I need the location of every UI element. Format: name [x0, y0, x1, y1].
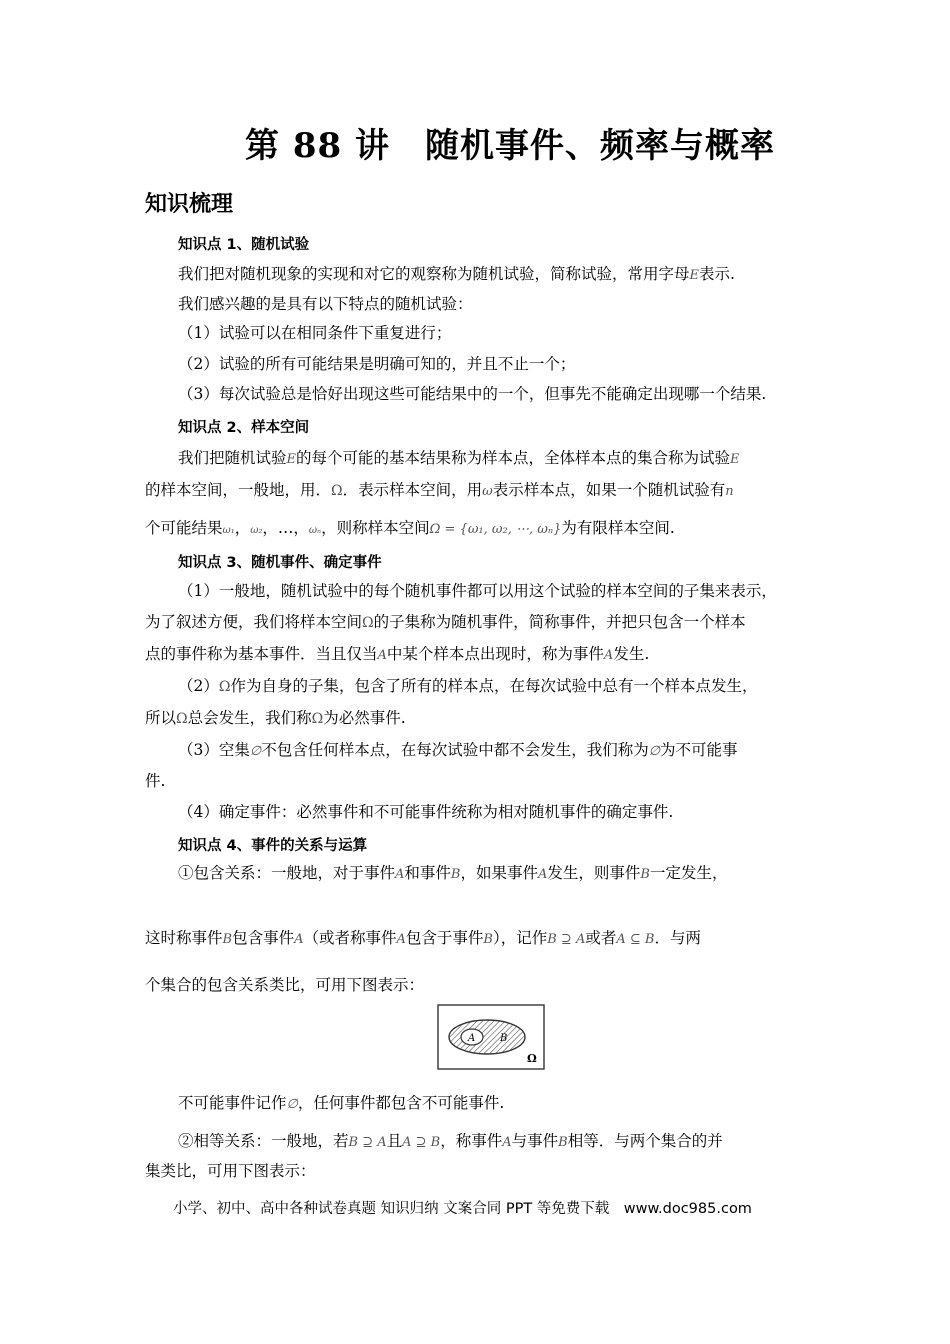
kp2-line-1: 我们把随机试验E的每个可能的基本结果称为样本点，全体样本点的集合称为试验E: [178, 449, 740, 467]
inclusion-venn-diagram: [437, 1004, 545, 1070]
set-a-label: A: [468, 1033, 476, 1044]
kp1-heading: 知识点 1、随机试验: [178, 237, 310, 253]
kp3-heading: 知识点 3、随机事件、确定事件: [178, 555, 382, 571]
kp4-inclusion-line1: ①包含关系：一般地，对于事件A和事件B，如果事件A发生，则事件B一定发生，: [178, 864, 728, 882]
kp1-item-1: （1）试验可以在相同条件下重复进行；: [178, 324, 452, 342]
kp4-inclusion-line3: 个集合的包含关系类比，可用下图表示：: [145, 976, 425, 994]
kp1-item-2: （2）试验的所有可能结果是明确可知的，并且不止一个；: [178, 355, 576, 373]
set-b-ellipse: [449, 1020, 525, 1054]
kp3-para2-line1: （2）Ω作为自身的子集，包含了所有的样本点，在每次试验中总有一个样本点发生，: [178, 677, 758, 695]
kp2-heading: 知识点 2、样本空间: [178, 420, 310, 436]
kp3-para3-line1: （3）空集∅不包含任何样本点，在每次试验中都不会发生，我们称为∅为不可能事: [178, 741, 738, 759]
kp3-para1-line3: 点的事件称为基本事件．当且仅当A中某个样本点出现时，称为事件A发生.: [145, 645, 650, 663]
omega-label: Ω: [527, 1052, 537, 1065]
kp2-line-3: 个可能结果ω₁，ω₂，…，ωₙ，则称样本空间Ω = {ω₁, ω₂, ⋯, ωₙ}为有限样本空间.: [145, 519, 675, 537]
kp4-inclusion-line2: 这时称事件B包含事件A（或者称事件A包含于事件B），记作B ⊇ A或者A ⊆ B．与两: [145, 929, 701, 947]
kp3-para1-line1: （1）一般地，随机试验中的每个随机事件都可以用这个试验的样本空间的子集来表示，: [178, 582, 777, 600]
kp3-para2-line2: 所以Ω总会发生，我们称Ω为必然事件.: [145, 709, 406, 727]
kp3-para4: （4）确定事件：必然事件和不可能事件统称为相对随机事件的确定事件.: [178, 803, 674, 821]
page-footer: 小学、初中、高中各种试卷真题 知识归纳 文案合同 PPT 等免费下载 www.doc985.com: [173, 1201, 752, 1217]
kp2-line-2: 的样本空间，一般地，用．Ω．表示样本空间，用ω表示样本点，如果一个随机试验有n: [145, 481, 734, 499]
kp4-empty-event: 不可能事件记作∅，任何事件都包含不可能事件.: [178, 1094, 505, 1112]
page-title: 第 88 讲 随机事件、频率与概率: [245, 126, 775, 166]
kp1-item-3: （3）每次试验总是恰好出现这些可能结果中的一个，但事先不能确定出现哪一个结果.: [178, 385, 767, 403]
section-heading: 知识梳理: [145, 192, 234, 217]
kp3-para1-line2: 为了叙述方便，我们将样本空间Ω的子集称为随机事件，简称事件，并把只包含一个样本: [145, 613, 746, 631]
kp4-heading: 知识点 4、事件的关系与运算: [178, 838, 368, 854]
kp4-equality-line2: 集类比，可用下图表示：: [145, 1162, 316, 1180]
kp1-paragraph-2: 我们感兴趣的是具有以下特点的随机试验：: [178, 295, 473, 313]
set-b-label: B: [500, 1033, 508, 1044]
kp4-equality-line1: ②相等关系：一般地，若B ⊇ A且A ⊇ B，称事件A与事件B相等．与两个集合的并: [178, 1132, 723, 1150]
kp3-para3-line2: 件.: [145, 772, 166, 790]
kp1-paragraph-1: 我们把对随机现象的实现和对它的观察称为随机试验，简称试验，常用字母E表示.: [178, 265, 735, 283]
